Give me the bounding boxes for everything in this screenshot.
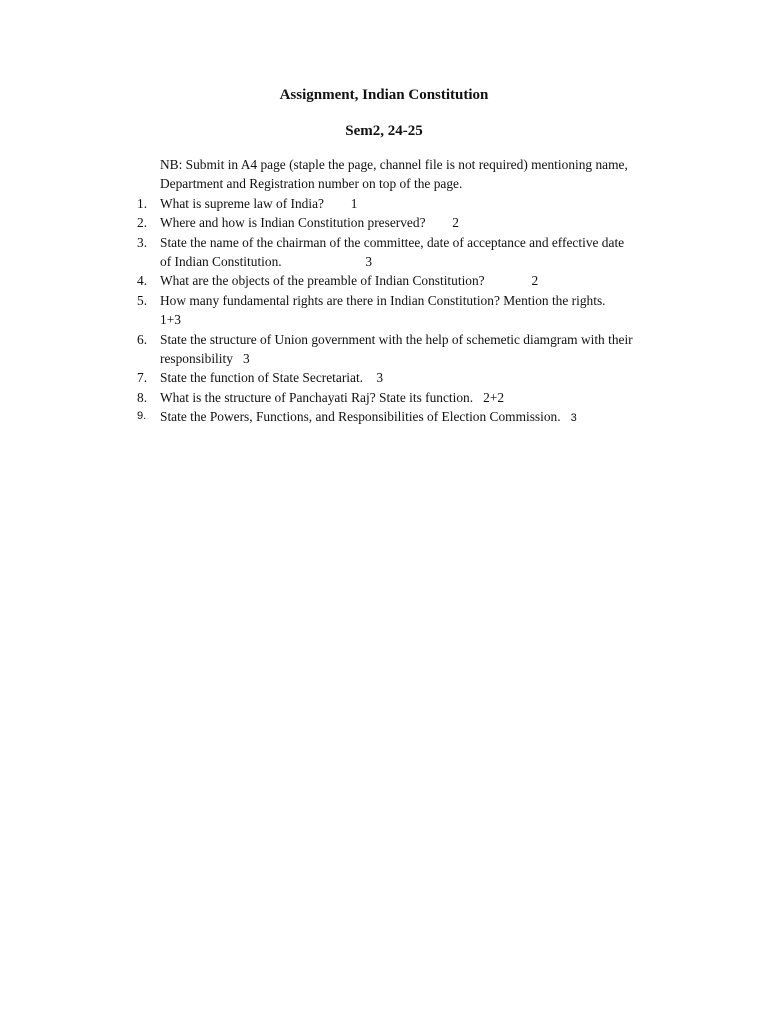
question-text: What is supreme law of India?	[160, 195, 324, 211]
question-marks: 1+3	[160, 312, 181, 328]
question-text: State the structure of Union government with the help of schemetic diamgram with their responsibility	[160, 331, 633, 367]
question-marks: 2	[452, 215, 459, 231]
question-list	[137, 194, 637, 429]
question-item	[137, 330, 637, 369]
question-marks: 3	[376, 370, 384, 386]
question-marks: 3	[242, 351, 250, 367]
document-subtitle: Sem2, 24-25	[345, 123, 423, 139]
question-text: What is the structure of Panchayati Raj? State its function.	[160, 389, 474, 405]
question-text: What are the objects of the preamble of Indian Constitution?	[160, 273, 485, 289]
document-body	[137, 155, 637, 429]
question-marks: 3	[365, 254, 373, 270]
question-marks: 1	[350, 195, 358, 211]
question-text: State the name of the chairman of the committee, date of acceptance and effective date of Indian Constitution.	[160, 234, 625, 270]
question-item	[137, 271, 637, 290]
document-title: Assignment, Indian Constitution	[279, 87, 489, 103]
question-number: 5.	[137, 292, 148, 308]
question-marks: 2	[531, 273, 539, 289]
question-item	[137, 407, 637, 428]
question-item	[137, 213, 637, 232]
question-number: 1.	[137, 195, 148, 211]
question-text: State the Powers, Functions, and Responsibilities of Election Commission.	[160, 409, 561, 425]
question-number: 6.	[137, 331, 148, 347]
question-item	[137, 388, 637, 407]
question-item	[137, 194, 637, 213]
question-number: 9.	[137, 410, 147, 423]
question-number: 4.	[137, 273, 148, 289]
question-number: 3.	[137, 234, 148, 250]
question-number: 8.	[137, 389, 148, 405]
question-marks: 3	[570, 412, 577, 425]
question-marks: 2+2	[483, 389, 505, 405]
question-number: 7.	[137, 370, 148, 386]
question-item	[137, 368, 637, 387]
submission-note: NB: Submit in A4 page (staple the page, channel file is not required) mentioning name, Department and Registration number on top of the page.	[160, 157, 628, 192]
question-item	[137, 233, 637, 272]
question-item	[137, 291, 637, 330]
question-number: 2.	[137, 215, 148, 231]
question-text: How many fundamental rights are there in Indian Constitution? Mention the rights.	[160, 292, 606, 308]
question-text: State the function of State Secretariat.	[160, 370, 364, 386]
question-text: Where and how is Indian Constitution preserved?	[160, 215, 426, 231]
